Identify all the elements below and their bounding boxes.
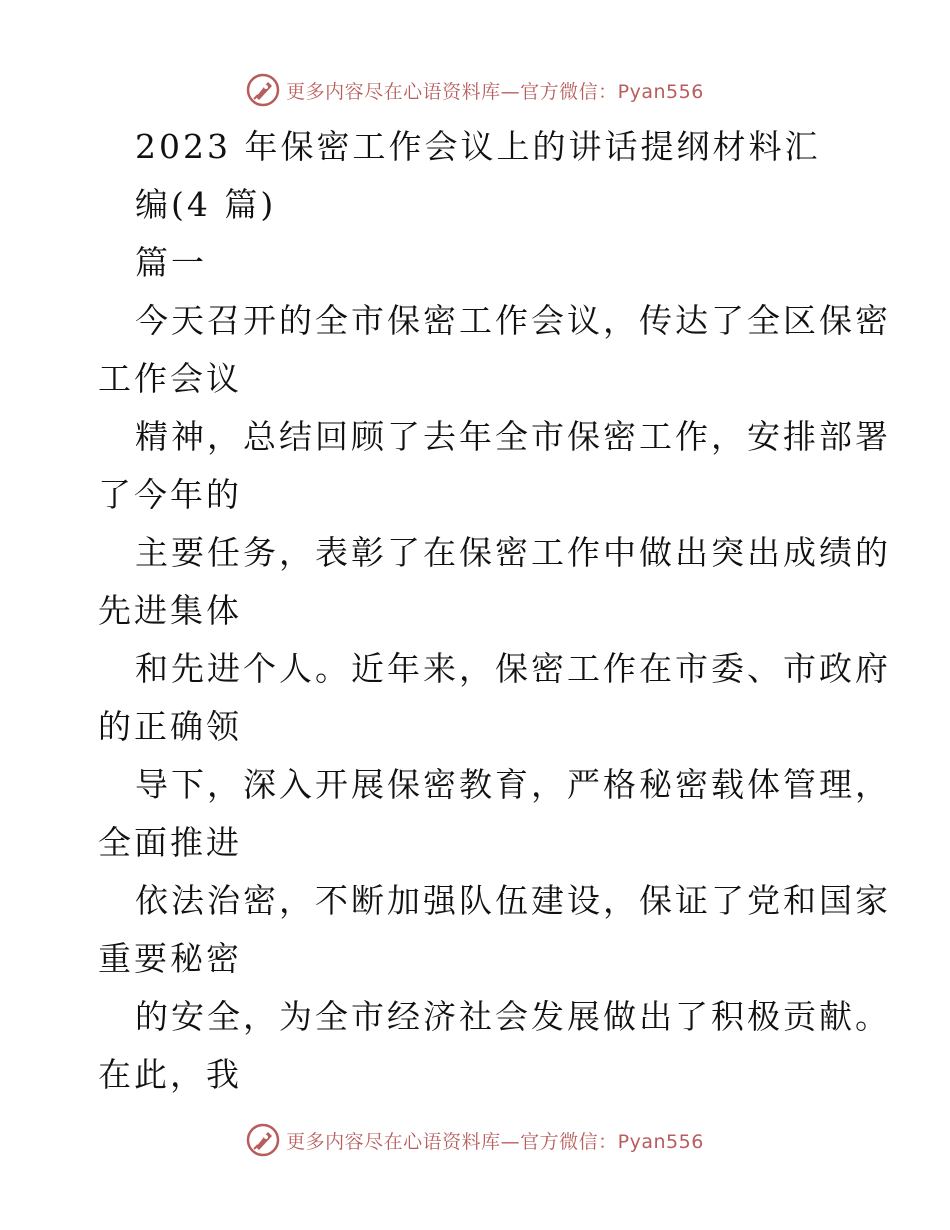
paragraph-line: 在此，我 <box>98 1055 242 1094</box>
watermark-text <box>286 77 704 104</box>
section-heading: 篇一 <box>135 243 207 282</box>
watermark-contact: 官方微信：Pyan556 <box>520 80 704 103</box>
document-title-line-2: 编(4 篇) <box>135 185 277 224</box>
pen-nib-logo-icon <box>246 1123 280 1157</box>
watermark-text <box>286 1127 704 1154</box>
paragraph-line: 依法治密，不断加强队伍建设，保证了党和国家 <box>135 881 891 920</box>
document-title-line-1: 2023 年保密工作会议上的讲话提纲材料汇 <box>135 127 821 166</box>
paragraph-line: 全面推进 <box>98 823 242 862</box>
watermark-separator: — <box>500 80 521 103</box>
pen-nib-logo-icon <box>246 73 280 107</box>
paragraph-line: 导下，深入开展保密教育，严格秘密载体管理， <box>135 765 891 804</box>
watermark-brand: 更多内容尽在心语资料库 <box>286 80 501 103</box>
watermark-contact: 官方微信：Pyan556 <box>520 1130 704 1153</box>
watermark-brand: 更多内容尽在心语资料库 <box>286 1130 501 1153</box>
paragraph-line: 精神，总结回顾了去年全市保密工作，安排部署 <box>135 417 891 456</box>
paragraph-line: 工作会议 <box>98 359 242 398</box>
footer-watermark <box>0 1120 950 1160</box>
paragraph-line: 重要秘密 <box>98 939 242 978</box>
watermark-separator: — <box>500 1130 521 1153</box>
paragraph-line: 和先进个人。近年来，保密工作在市委、市政府 <box>135 649 891 688</box>
paragraph-line: 的安全，为全市经济社会发展做出了积极贡献。 <box>135 997 891 1036</box>
paragraph-line: 的正确领 <box>98 707 242 746</box>
paragraph-line: 今天召开的全市保密工作会议，传达了全区保密 <box>135 301 891 340</box>
paragraph-line: 先进集体 <box>98 591 242 630</box>
header-watermark <box>0 70 950 110</box>
paragraph-line: 主要任务，表彰了在保密工作中做出突出成绩的 <box>135 533 891 572</box>
paragraph-line: 了今年的 <box>98 475 242 514</box>
document-body <box>98 118 891 1104</box>
